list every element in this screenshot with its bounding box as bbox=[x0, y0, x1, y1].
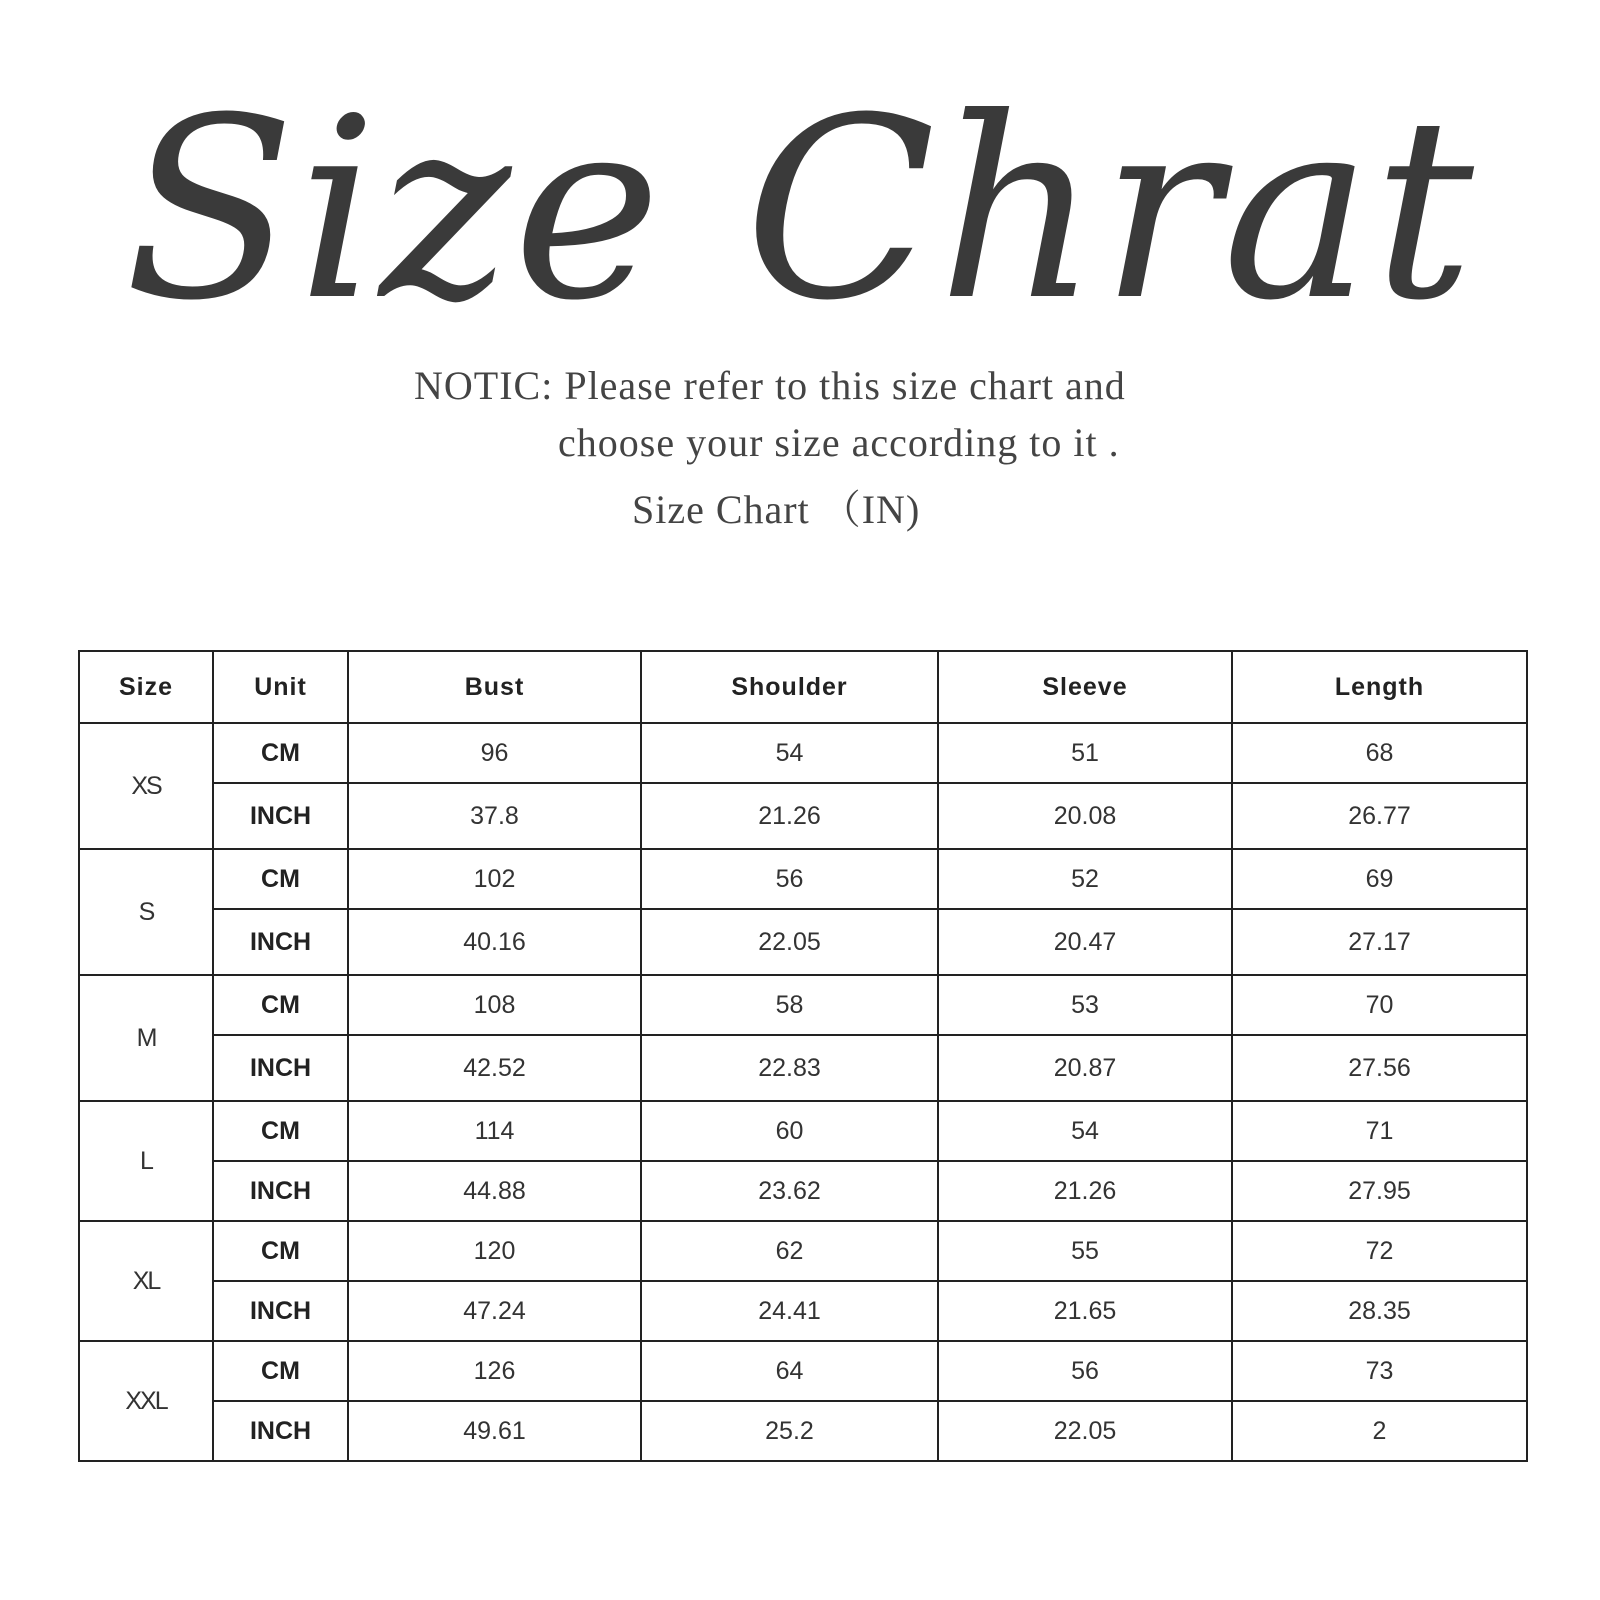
bust-cell: 40.16 bbox=[348, 909, 641, 975]
shoulder-cell: 58 bbox=[641, 975, 938, 1035]
length-cell: 2 bbox=[1232, 1401, 1527, 1461]
notice-line-2: choose your size according to it . bbox=[558, 420, 1120, 465]
table-row bbox=[79, 1401, 1527, 1461]
size-cell: L bbox=[79, 1101, 213, 1221]
unit-cell: INCH bbox=[213, 1035, 348, 1101]
length-cell: 71 bbox=[1232, 1101, 1527, 1161]
length-cell: 28.35 bbox=[1232, 1281, 1527, 1341]
length-cell: 72 bbox=[1232, 1221, 1527, 1281]
sleeve-cell: 51 bbox=[938, 723, 1232, 783]
table-row bbox=[79, 1035, 1527, 1101]
table-row bbox=[79, 1341, 1527, 1401]
unit-cell: INCH bbox=[213, 1281, 348, 1341]
bust-cell: 47.24 bbox=[348, 1281, 641, 1341]
shoulder-cell: 54 bbox=[641, 723, 938, 783]
sleeve-cell: 20.08 bbox=[938, 783, 1232, 849]
shoulder-cell: 22.05 bbox=[641, 909, 938, 975]
unit-cell: CM bbox=[213, 1221, 348, 1281]
sleeve-cell: 20.87 bbox=[938, 1035, 1232, 1101]
sleeve-cell: 52 bbox=[938, 849, 1232, 909]
length-cell: 73 bbox=[1232, 1341, 1527, 1401]
sleeve-cell: 22.05 bbox=[938, 1401, 1232, 1461]
header-shoulder: Shoulder bbox=[641, 651, 938, 723]
length-cell: 26.77 bbox=[1232, 783, 1527, 849]
table-row bbox=[79, 1101, 1527, 1161]
length-cell: 70 bbox=[1232, 975, 1527, 1035]
header-unit: Unit bbox=[213, 651, 348, 723]
header-length: Length bbox=[1232, 651, 1527, 723]
table-row bbox=[79, 1221, 1527, 1281]
notice-line-1: NOTIC: Please refer to this size chart and bbox=[414, 363, 1126, 408]
header-size: Size bbox=[79, 651, 213, 723]
table-row bbox=[79, 849, 1527, 909]
shoulder-cell: 60 bbox=[641, 1101, 938, 1161]
length-cell: 27.95 bbox=[1232, 1161, 1527, 1221]
page-title: Size Chrat bbox=[124, 64, 1476, 355]
shoulder-cell: 23.62 bbox=[641, 1161, 938, 1221]
sleeve-cell: 53 bbox=[938, 975, 1232, 1035]
bust-cell: 126 bbox=[348, 1341, 641, 1401]
unit-cell: INCH bbox=[213, 1401, 348, 1461]
shoulder-cell: 56 bbox=[641, 849, 938, 909]
size-table bbox=[78, 650, 1528, 1462]
length-cell: 27.56 bbox=[1232, 1035, 1527, 1101]
size-cell: S bbox=[79, 849, 213, 975]
header-bust: Bust bbox=[348, 651, 641, 723]
size-cell: XS bbox=[79, 723, 213, 849]
bust-cell: 108 bbox=[348, 975, 641, 1035]
unit-cell: CM bbox=[213, 975, 348, 1035]
shoulder-cell: 22.83 bbox=[641, 1035, 938, 1101]
unit-cell: INCH bbox=[213, 1161, 348, 1221]
bust-cell: 120 bbox=[348, 1221, 641, 1281]
bust-cell: 102 bbox=[348, 849, 641, 909]
bust-cell: 37.8 bbox=[348, 783, 641, 849]
sleeve-cell: 20.47 bbox=[938, 909, 1232, 975]
unit-cell: CM bbox=[213, 723, 348, 783]
size-cell: M bbox=[79, 975, 213, 1101]
length-cell: 69 bbox=[1232, 849, 1527, 909]
shoulder-cell: 24.41 bbox=[641, 1281, 938, 1341]
length-cell: 68 bbox=[1232, 723, 1527, 783]
size-cell: XXL bbox=[79, 1341, 213, 1461]
chart-unit-label: Size Chart （IN) bbox=[632, 487, 921, 532]
table-row bbox=[79, 723, 1527, 783]
shoulder-cell: 62 bbox=[641, 1221, 938, 1281]
bust-cell: 49.61 bbox=[348, 1401, 641, 1461]
unit-cell: INCH bbox=[213, 783, 348, 849]
size-cell: XL bbox=[79, 1221, 213, 1341]
table-row bbox=[79, 783, 1527, 849]
table-row bbox=[79, 1281, 1527, 1341]
unit-cell: CM bbox=[213, 1341, 348, 1401]
table-row bbox=[79, 1161, 1527, 1221]
unit-cell: CM bbox=[213, 1101, 348, 1161]
bust-cell: 96 bbox=[348, 723, 641, 783]
table-header-row bbox=[79, 651, 1527, 723]
length-cell: 27.17 bbox=[1232, 909, 1527, 975]
unit-cell: INCH bbox=[213, 909, 348, 975]
unit-cell: CM bbox=[213, 849, 348, 909]
table-row bbox=[79, 909, 1527, 975]
bust-cell: 114 bbox=[348, 1101, 641, 1161]
sleeve-cell: 55 bbox=[938, 1221, 1232, 1281]
sleeve-cell: 56 bbox=[938, 1341, 1232, 1401]
sleeve-cell: 21.65 bbox=[938, 1281, 1232, 1341]
shoulder-cell: 64 bbox=[641, 1341, 938, 1401]
bust-cell: 44.88 bbox=[348, 1161, 641, 1221]
table-row bbox=[79, 975, 1527, 1035]
sleeve-cell: 54 bbox=[938, 1101, 1232, 1161]
bust-cell: 42.52 bbox=[348, 1035, 641, 1101]
shoulder-cell: 21.26 bbox=[641, 783, 938, 849]
header-sleeve: Sleeve bbox=[938, 651, 1232, 723]
sleeve-cell: 21.26 bbox=[938, 1161, 1232, 1221]
shoulder-cell: 25.2 bbox=[641, 1401, 938, 1461]
